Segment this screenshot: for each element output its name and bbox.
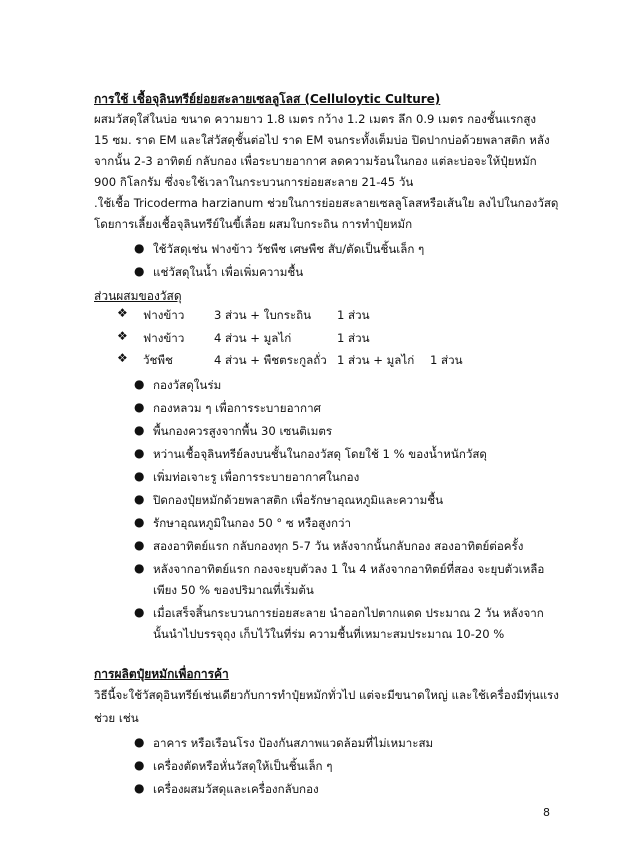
bullet-text: หว่านเชื้อจุลินทรีย์ลงบนชั้นในกองวัสดุ โดยใช้ 1 % ของน้ำหนักวัสดุ	[153, 447, 487, 461]
bullet-dot: ●	[134, 781, 145, 795]
bullet-dot: ●	[134, 469, 145, 483]
paragraph-line: 15 ซม. ราด EM และใส่วัสดุชั้นต่อไป ราด EM จนกระทั้งเต็มบ่อ ปิดปากบ่อด้วยพลาสติก หลัง	[94, 133, 550, 147]
mix-row-amount: 1 ส่วน	[337, 308, 370, 322]
mix-row-extra: 1 ส่วน	[430, 353, 463, 367]
section-heading-commercial: การผลิตปุ๋ยหมักเพื่อการค้า	[94, 667, 229, 681]
bullet-dot: ●	[134, 735, 145, 749]
paragraph-line: ผสมวัสดุใส่ในบ่อ ขนาด ความยาว 1.8 เมตร กว้าง 1.2 เมตร ลึก 0.9 เมตร กองชั้นแรกสูง	[94, 112, 537, 126]
bullet-dot: ●	[134, 446, 145, 460]
mix-row-material: วัชพืช	[143, 353, 173, 367]
bullet-text: หลังจากอาทิตย์แรก กองจะยุบตัวลง 1 ใน 4 หลังจากอาทิตย์ที่สอง จะยุบตัวเหลือ	[153, 562, 545, 576]
bullet-continuation: นั้นนำไปบรรจุถุง เก็บไว้ในที่ร่ม ความชื้นที่เหมาะสมประมาณ 10-20 %	[153, 627, 505, 641]
bullet-text: กองวัสดุในร่ม	[153, 378, 222, 392]
bullet-text: แช่วัสดุในน้ำ เพื่อเพิ่มความชื้น	[153, 265, 304, 279]
bullet-dot: ●	[134, 538, 145, 552]
mix-row-amount: 1 ส่วน	[337, 331, 370, 345]
bullet-dot: ●	[134, 241, 145, 255]
section-heading-mix: ส่วนผสมของวัสดุ	[94, 289, 182, 303]
mix-row-material: ฟางข้าว	[143, 331, 185, 345]
mix-row-ratio: 3 ส่วน + ใบกระถิน	[214, 308, 312, 322]
diamond-bullet-icon: ❖	[117, 329, 128, 343]
bullet-dot: ●	[134, 758, 145, 772]
bullet-text: สองอาทิตย์แรก กลับกองทุก 5-7 วัน หลังจากนั้นกลับกอง สองอาทิตย์ต่อครั้ง	[153, 539, 524, 553]
bullet-text: เครื่องตัดหรือหั่นวัสดุให้เป็นชิ้นเล็ก ๆ	[153, 759, 333, 773]
bullet-dot: ●	[134, 561, 145, 575]
bullet-dot: ●	[134, 492, 145, 506]
mix-row-ratio: 4 ส่วน + มูลไก่	[214, 331, 292, 345]
mix-row-ratio: 4 ส่วน + พืชตระกูลถั่ว	[214, 353, 327, 367]
bullet-text: เครื่องผสมวัสดุและเครื่องกลับกอง	[153, 782, 319, 796]
bullet-text: เพิ่มท่อเจาะรู เพื่อการระบายอากาศในกอง	[153, 470, 360, 484]
paragraph-line: วิธีนี้จะใช้วัสดุอินทรีย์เช่นเดียวกับการทำปุ๋ยหมักทั่วไป แต่จะมีขนาดใหญ่ และใช้เครื่องมีทุ่นแรง	[94, 688, 559, 702]
bullet-dot: ●	[134, 423, 145, 437]
bullet-text: ใช้วัสดุเช่น ฟางข้าว วัชพืช เศษพืช สับ/ตัดเป็นชิ้นเล็ก ๆ	[153, 242, 425, 256]
bullet-dot: ●	[134, 264, 145, 278]
bullet-text: พื้นกองควรสูงจากพื้น 30 เซนติเมตร	[153, 424, 333, 438]
bullet-dot: ●	[134, 515, 145, 529]
paragraph-line: ช่วย เช่น	[94, 711, 139, 725]
bullet-text: อาคาร หรือเรือนโรง ป้องกันสภาพแวดล้อมที่ไม่เหมาะสม	[153, 736, 434, 750]
mix-row-material: ฟางข้าว	[143, 308, 185, 322]
page-number: 8	[543, 806, 550, 819]
bullet-dot: ●	[134, 377, 145, 391]
bullet-text: เมื่อเสร็จสิ้นกระบวนการย่อยสะลาย นำออกไปตากแดด ประมาณ 2 วัน หลังจาก	[153, 606, 544, 620]
bullet-continuation: เพียง 50 % ของปริมาณที่เริ่มต้น	[153, 583, 314, 597]
bullet-text: ปิดกองปุ๋ยหมักด้วยพลาสติก เพื่อรักษาอุณหภูมิและความชื้น	[153, 493, 444, 507]
paragraph-line: จากนั้น 2-3 อาทิตย์ กลับกอง เพื่อระบายอากาศ ลดความร้อนในกอง แต่ละบ่อจะให้ปุ๋ยหมัก	[94, 154, 537, 168]
paragraph-line: .ใช้เชื้อ Tricoderma harzianum ช่วยในการย่อยสะลายเซลลูโลสหรือเส้นใย ลงไปในกองวัสดุ	[94, 196, 559, 210]
bullet-text: กองหลวม ๆ เพื่อการระบายอากาศ	[153, 401, 321, 415]
mix-row-amount: 1 ส่วน + มูลไก่	[337, 353, 415, 367]
bullet-text: รักษาอุณหภูมิในกอง 50 ° ซ หรือสูงกว่า	[153, 516, 352, 530]
paragraph-line: โดยการเลี้ยงเชื้อจุลินทรีย์ในขี้เลื่อย ผสมใบกระถิน การทำปุ๋ยหมัก	[94, 217, 413, 231]
section-heading-celluloytic: การใช้ เชื้อจุลินทรีย์ย่อยสะลายเซลลูโลส (Celluloytic Culture)	[94, 92, 441, 106]
bullet-dot: ●	[134, 400, 145, 414]
paragraph-line: 900 กิโลกรัม ซึ่งจะใช้เวลาในกระบวนการย่อยสะลาย 21-45 วัน	[94, 175, 414, 189]
diamond-bullet-icon: ❖	[117, 351, 128, 365]
diamond-bullet-icon: ❖	[117, 306, 128, 320]
bullet-dot: ●	[134, 605, 145, 619]
